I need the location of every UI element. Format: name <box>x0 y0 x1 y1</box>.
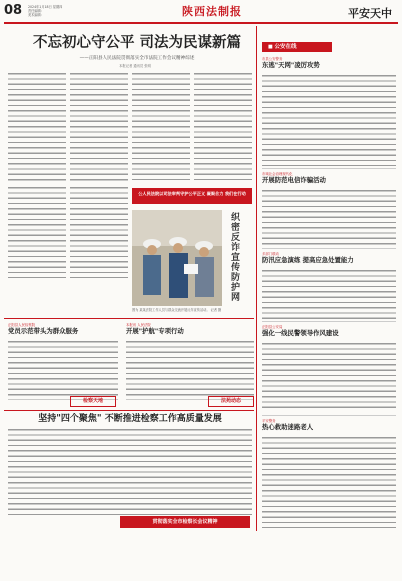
right-column-header <box>262 42 332 52</box>
lead-subhead: ——正阳县人民法院贯彻落实全市法院工作会议精神综述 <box>79 56 195 61</box>
middle-center-tag: 法苑动态 <box>208 396 254 407</box>
right-divider-4 <box>262 415 396 416</box>
bottom-headline: 坚持"四个聚焦" 不断推进检察工作高质量发展 <box>38 414 222 424</box>
middle-left-kicker: 正阳县人民检察院 <box>8 323 36 327</box>
middle-center-article <box>126 322 254 335</box>
right-item-3-kicker: 多部门联动 <box>262 252 279 256</box>
right-item-1 <box>262 56 396 69</box>
right-item-5-title: 热心救助迷路老人 <box>262 423 314 431</box>
middle-center-kicker: 本报讯 人民法院 <box>126 323 151 327</box>
lead-photo-caption: 图为 某某法院工作人员与群众交流开展反诈宣传活动。 记者 摄 <box>132 308 222 312</box>
lead-body-col-5 <box>8 186 66 278</box>
right-item-2 <box>262 171 396 184</box>
middle-center-body <box>126 340 254 400</box>
lead-byline: 本报记者 通讯员 张明 <box>119 64 151 68</box>
middle-center-title: 开展"护航"专项行动 <box>126 327 184 335</box>
bottom-banner: 贯彻落实全市检察长会议精神 <box>120 516 250 528</box>
right-item-2-kicker: 市域社会治理现代化 <box>262 172 293 176</box>
masthead-meta: 2024年1月18日 星期四 责任编辑： 美术编辑： <box>28 5 63 17</box>
right-divider-1 <box>262 168 396 169</box>
middle-left-body <box>8 340 118 400</box>
right-item-2-body <box>262 189 396 245</box>
right-item-4-body <box>262 342 396 412</box>
right-item-1-kicker: 市县公安警务 <box>262 57 283 61</box>
shield-icon: ■ <box>268 44 275 50</box>
lead-vertical-title: 织密反诈宣传防护网 <box>229 212 239 302</box>
right-item-5-kicker: 平安警务 <box>262 419 276 423</box>
right-item-5-body <box>262 436 396 528</box>
section-title: 平安天中 <box>348 7 392 20</box>
right-item-2-title: 开展防范电信诈骗活动 <box>262 176 326 184</box>
middle-left-title: 党员示范带头为群众服务 <box>8 327 79 335</box>
right-divider-2 <box>262 248 396 249</box>
right-item-3-body <box>262 269 396 319</box>
lead-headline: 不忘初心守公平 司法为民谋新篇 <box>32 34 242 51</box>
lead-body-col-3 <box>132 72 190 180</box>
bottom-body <box>8 428 252 516</box>
newspaper-logo: 陕西法制报 <box>182 5 242 18</box>
right-item-5 <box>262 418 396 431</box>
right-item-3-title: 防汛应急演练 提高应急处置能力 <box>262 256 354 264</box>
middle-row-rule <box>4 318 254 319</box>
right-item-4-kicker: 正阳县公安局 <box>262 325 283 329</box>
lead-body-col-6 <box>70 186 128 278</box>
lead-body-col-1 <box>8 72 66 182</box>
right-item-3 <box>262 251 396 264</box>
right-item-4-title: 强化一线民警领导作风建设 <box>262 329 339 337</box>
right-item-1-body <box>262 74 396 166</box>
page-number: 08 <box>4 3 23 18</box>
right-item-4 <box>262 324 396 337</box>
lead-banner: 公人民法院以司法审判守护公平正义 凝聚合力 我们在行动 <box>132 188 252 204</box>
middle-left-article <box>8 322 118 335</box>
right-item-1-title: 东逃"天网"凌厉攻势 <box>262 61 320 69</box>
right-column-header-label: 公安在线 <box>274 44 297 50</box>
middle-left-tag: 检察天地 <box>70 396 116 407</box>
right-divider-3 <box>262 321 396 322</box>
lead-body-col-4 <box>194 72 252 180</box>
lead-photo <box>132 210 222 306</box>
column-divider <box>256 26 257 531</box>
masthead-rule <box>4 22 398 24</box>
lead-body-col-2 <box>70 72 128 182</box>
bottom-rule <box>4 410 254 411</box>
